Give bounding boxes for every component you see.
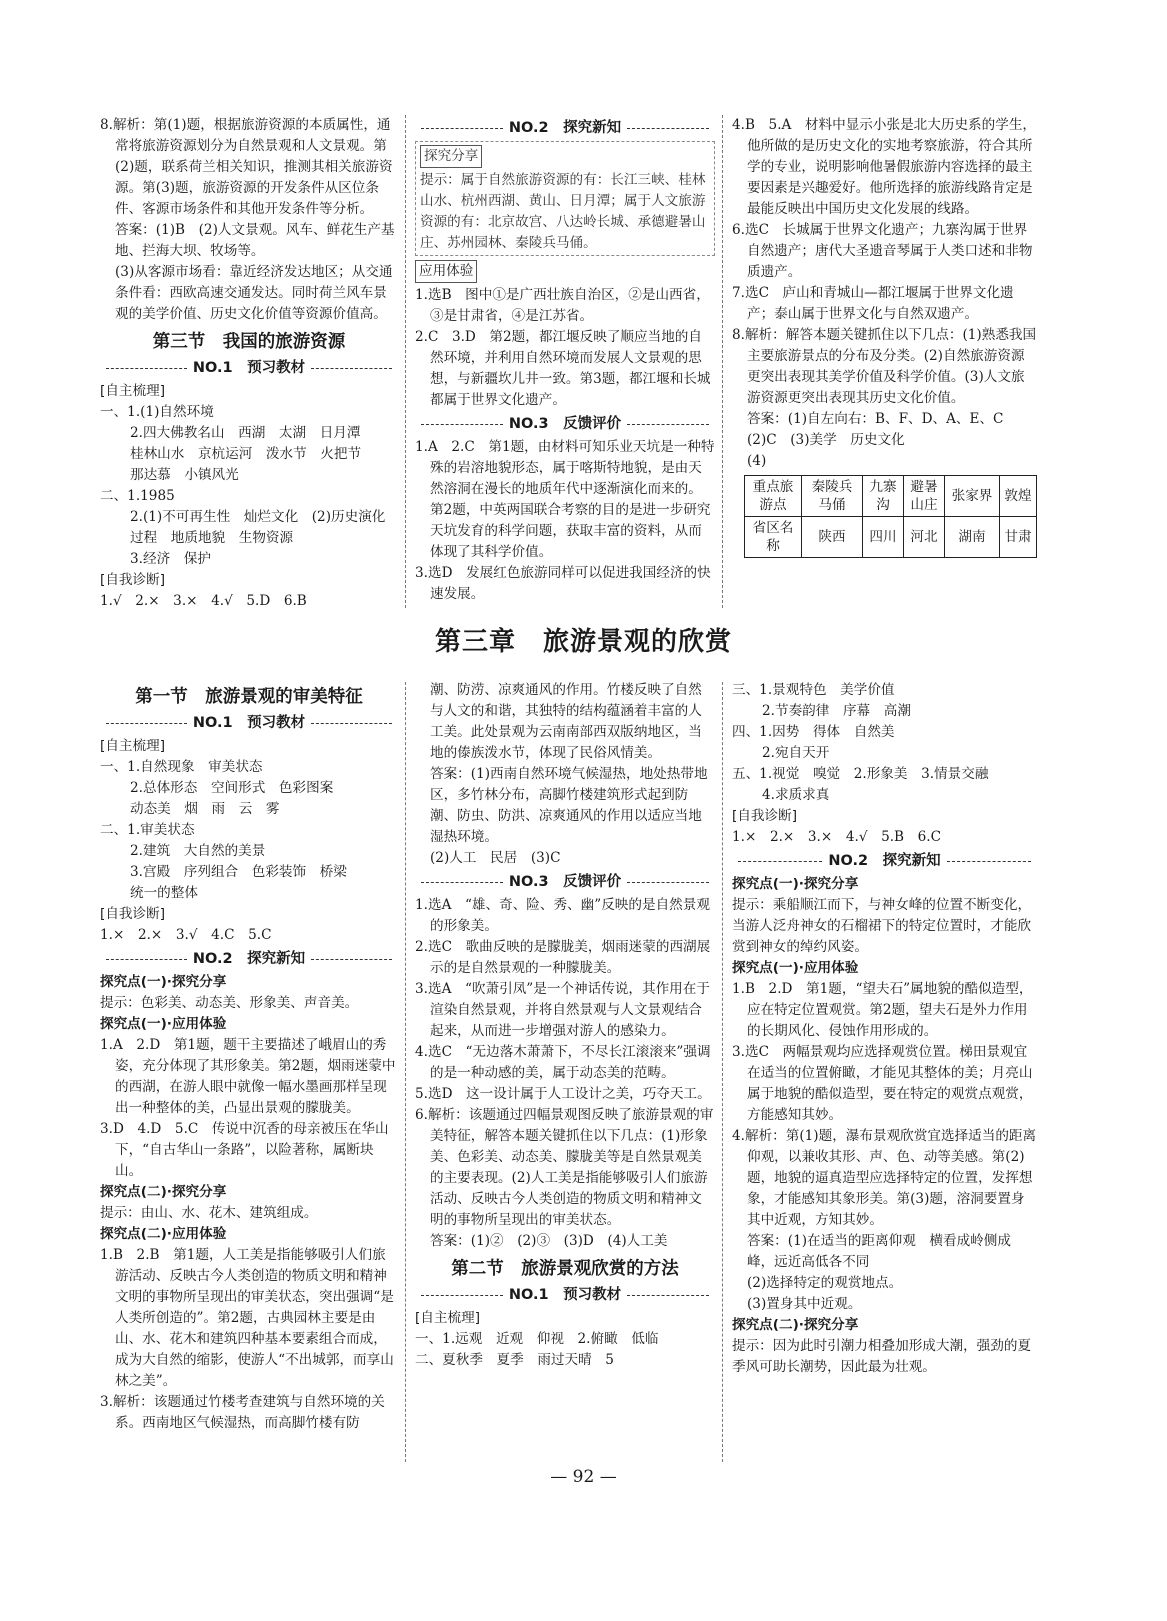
column-divider bbox=[405, 115, 406, 608]
table-cell: 甘肃 bbox=[1000, 517, 1037, 558]
explore-point-heading: 探究点(二)·探究分享 bbox=[100, 1184, 227, 1200]
answer-item: (2)人工 民居 (3)C bbox=[430, 850, 561, 866]
bottom-column-3 bbox=[732, 680, 1037, 1378]
sites-table bbox=[744, 475, 1037, 558]
answer-item: 6.解析：该题通过四幅景观图反映了旅游景观的审美特征，解答本题关键抓住以下几点：(1)形象美、色彩美、动态美、朦胧美等是自然景观美的主要表现。(2)人工美是指能够吸引人们旅游活动、反映古今人类创造的物质文明和精神文明的事物所呈现出的审美状态。 bbox=[415, 1107, 714, 1228]
answer-item: 3.选A “吹萧引凤”是一个神话传说，其作用在于渲染自然景观，并将自然景观与人文景观结合起来，从而进一步增强对游人的感染力。 bbox=[415, 981, 710, 1039]
list-item: 2.建筑 大自然的美景 bbox=[130, 843, 266, 859]
box-heading: 探究分享 bbox=[420, 145, 482, 168]
list-item: 一、1.自然现象 审美状态 bbox=[100, 759, 263, 775]
list-item: 那达慕 小镇风光 bbox=[130, 467, 239, 483]
no3-bar: NO.3 反馈评价 bbox=[415, 871, 715, 893]
list-item: 3.宫殿 序列组合 色彩装饰 桥梁 bbox=[130, 864, 347, 880]
answer-item: 答案：(1)② (2)③ (3)D (4)人工美 bbox=[430, 1233, 668, 1249]
hint-text: 提示：因为此时引潮力相叠加形成大潮，强劲的夏季风可助长潮势，因此最为壮观。 bbox=[732, 1338, 1032, 1375]
column-divider bbox=[722, 682, 723, 1462]
explore-point-heading: 探究点(二)·探究分享 bbox=[732, 1317, 859, 1333]
table-cell: 避暑山庄 bbox=[904, 476, 945, 517]
hint-text: 提示：由山、水、花木、建筑组成。 bbox=[100, 1205, 318, 1221]
explore-point-heading: 探究点(一)·探究分享 bbox=[732, 876, 859, 892]
explore-point-heading: 探究点(一)·探究分享 bbox=[100, 974, 227, 990]
answer-item: (2)选择特定的观赏地点。 bbox=[747, 1275, 903, 1291]
answer-item: 2.选C 歌曲反映的是朦胧美，烟雨迷蒙的西湖展示的是自然景观的一种朦胧美。 bbox=[415, 939, 711, 976]
answer-item: 8.解析：解答本题关键抓住以下几点：(1)熟悉我国主要旅游景点的分布及分类。(2)自然旅游资源更突出表现其美学价值及科学价值。(3)人文旅游资源更突出表现其历史文化价值。 bbox=[732, 327, 1037, 406]
answer-item: 3.解析：该题通过竹楼考查建筑与自然环境的关系。西南地区气候湿热，而高脚竹楼有防 bbox=[100, 1394, 385, 1431]
answer-item: (3)置身其中近观。 bbox=[747, 1296, 862, 1312]
self-review-tag: [ 自主梳理 ] bbox=[100, 382, 165, 401]
page-number: — 92 — bbox=[550, 1467, 617, 1487]
list-item: 1.√ 2.× 3.× 4.√ 5.D 6.B bbox=[100, 593, 307, 609]
self-review-tag: [ 自主梳理 ] bbox=[415, 1309, 480, 1328]
answer-item: 3.选C 两幅景观均应选择观赏位置。梯田景观宜在适当的位置俯瞰，才能见其整体的美；月亮山属于地貌的酷似造型，要在特定的观赏点观赏，方能感知其妙。 bbox=[732, 1044, 1033, 1123]
list-item: 二、夏秋季 夏季 雨过天晴 5 bbox=[415, 1352, 614, 1368]
no2-bar: NO.2 探究新知 bbox=[732, 850, 1037, 872]
list-item: 二、1.1985 bbox=[100, 488, 175, 504]
list-item: 2.四大佛教名山 西湖 太湖 日月潭 bbox=[130, 425, 361, 441]
self-check-tag: [ 自我诊断 ] bbox=[100, 905, 165, 924]
answer-item: 4.选C “无边落木萧萧下，不尽长江滚滚来”强调的是一种动感的美，属于动态美的范畴。 bbox=[415, 1044, 711, 1081]
answer-item: 潮、防涝、凉爽通风的作用。竹楼反映了自然与人文的和谐，其独特的结构蕴涵着丰富的人工美。此处景观为云南南部西双版纳地区，当地的傣族泼水节，体现了民俗风情美。 bbox=[430, 682, 702, 761]
section-title: 第三节 我国的旅游资源 bbox=[152, 332, 346, 352]
answer-item: 答案：(1)在适当的距离仰观 横看成岭侧成峰，远近高低各不同 bbox=[747, 1233, 1011, 1270]
q8-analysis: 8.解析：第(1)题，根据旅游资源的本质属性，通常将旅游资源划分为自然景观和人文景观。第(2)题，联系荷兰相关知识，推测其相关旅游资源。第(3)题，旅游资源的开发条件从区位条件、客源市场条件和其他开发条件等分析。 bbox=[100, 117, 393, 217]
table-cell: 陕西 bbox=[802, 517, 863, 558]
list-item: 桂林山水 京杭运河 泼水节 火把节 bbox=[130, 446, 362, 462]
answer-item: 4.B 5.A 材料中显示小张是北大历史系的学生，他所做的是历史文化的实地考察旅游，符合其所学的专业，说明影响他暑假旅游内容选择的最主要因素是兴趣爱好。他所选择的旅游线路肯定是最能反映出中国历史文化发展的线路。 bbox=[732, 117, 1037, 217]
answer-item: 7.选C 庐山和青城山—都江堰属于世界文化遗产；泰山属于世界文化与自然双遗产。 bbox=[732, 285, 1014, 322]
chapter-title: 第三章 旅游景观的欣赏 bbox=[434, 627, 732, 657]
table-cell: 四川 bbox=[863, 517, 904, 558]
top-column-3 bbox=[732, 115, 1037, 558]
column-divider bbox=[722, 115, 723, 608]
list-item: 1.× 2.× 3.√ 4.C 5.C bbox=[100, 927, 272, 943]
explore-point-heading: 探究点(二)·应用体验 bbox=[100, 1226, 227, 1242]
list-item: 二、1.审美状态 bbox=[100, 822, 195, 838]
table-cell: 九寨沟 bbox=[863, 476, 904, 517]
explore-point-heading: 探究点(一)·应用体验 bbox=[100, 1016, 227, 1032]
no1-bar: NO.1 预习教材 bbox=[100, 712, 398, 734]
list-item: 2.总体形态 空间形式 色彩图案 bbox=[130, 780, 334, 796]
answer-item: 2.C 3.D 第2题，都江堰反映了顺应当地的自然环境，并利用自然环境而发展人文景观的思想，与新疆坎儿井一致。第3题，都江堰和长城都属于世界文化遗产。 bbox=[415, 329, 711, 408]
no2-bar: NO.2 探究新知 bbox=[100, 948, 398, 970]
answer-item: (2)C (3)美学 历史文化 bbox=[747, 432, 905, 448]
hint-text: 提示：色彩美、动态美、形象美、声音美。 bbox=[100, 995, 359, 1011]
list-item: 一、1.远观 近观 仰视 2.俯瞰 低临 bbox=[415, 1331, 659, 1347]
bottom-column-1 bbox=[100, 680, 398, 1434]
answer-item: 1.选A “雄、奇、险、秀、幽”反映的是自然景观的形象美。 bbox=[415, 897, 710, 934]
self-check-tag: [ 自我诊断 ] bbox=[100, 571, 165, 590]
answer-item: 1.A 2.C 第1题，由材料可知乐业天坑是一种特殊的岩溶地貌形态，属于喀斯特地貌，是由天然溶洞在漫长的地质年代中逐渐演化而来的。第2题，中英两国联合考察的目的是进一步研究天坑发育的科学问题，获取丰富的资料，从而体现了其科学价值。 bbox=[415, 439, 715, 560]
table-row bbox=[745, 517, 1037, 558]
list-item: 3.经济 保护 bbox=[130, 551, 211, 567]
answer-item: 4.解析：第(1)题，瀑布景观欣赏宜选择适当的距离仰观，以兼收其形、声、色、动等美感。第(2)题，地貌的逼真造型应选择特定的位置，发挥想象，才能感知其象形美。第(3)题，溶洞要置身其中近观，方知其妙。 bbox=[732, 1128, 1037, 1228]
no2-bar: NO.2 探究新知 bbox=[415, 117, 715, 139]
answer-item: 6.选C 长城属于世界文化遗产；九寨沟属于世界自然遗产；唐代大圣遗音琴属于人类口述和非物质遗产。 bbox=[732, 222, 1033, 280]
list-item: 2.宛自天开 bbox=[762, 745, 830, 761]
list-item: 一、1.(1)自然环境 bbox=[100, 404, 214, 420]
answer-item: (4) bbox=[747, 453, 767, 469]
box-heading: 应用体验 bbox=[415, 260, 477, 283]
top-column-2 bbox=[415, 115, 715, 605]
table-cell: 河北 bbox=[904, 517, 945, 558]
answer-item: 1.A 2.D 第1题，题干主要描述了峨眉山的秀姿，充分体现了其形象美。第2题，烟雨迷蒙中的西湖，在游人眼中就像一幅水墨画那样呈现出一种整体的美，凸显出景观的朦胧美。 bbox=[100, 1037, 396, 1116]
hint-text: 提示：乘船顺江而下，与神女峰的位置不断变化，当游人泛舟神女的石榴裙下的特定位置时，才能欣赏到神女的绰约风姿。 bbox=[732, 897, 1032, 955]
section-title: 第二节 旅游景观欣赏的方法 bbox=[451, 1259, 679, 1279]
list-item: 五、1.视觉 嗅觉 2.形象美 3.情景交融 bbox=[732, 766, 989, 782]
table-cell: 秦陵兵马俑 bbox=[802, 476, 863, 517]
self-check-tag: [ 自我诊断 ] bbox=[732, 807, 797, 826]
explore-share-box bbox=[415, 141, 715, 256]
answer-item: 1.B 2.D 第1题，“望夫石”属地貌的酷似造型，应在特定位置观赏。第2题，望夫石是外力作用的长期风化、侵蚀作用形成的。 bbox=[732, 981, 1033, 1039]
q8-answer-cont: (3)从客源市场看：靠近经济发达地区；从交通条件看：西欧高速交通发达。同时荷兰风车景观的美学价值、历史文化价值等资源价值高。 bbox=[115, 264, 393, 322]
no1-bar: NO.1 预习教材 bbox=[100, 357, 398, 379]
no1-bar: NO.1 预习教材 bbox=[415, 1284, 715, 1306]
list-item: 动态美 烟 雨 云 雾 bbox=[130, 801, 280, 817]
top-column-1 bbox=[100, 115, 398, 612]
answer-item: 3.D 4.D 5.C 传说中沉香的母亲被压在华山下，“自古华山一条路”，以险著称，属断块山。 bbox=[100, 1121, 389, 1179]
explore-point-heading: 探究点(一)·应用体验 bbox=[732, 960, 859, 976]
table-cell: 湖南 bbox=[945, 517, 1000, 558]
answer-item: 3.选D 发展红色旅游同样可以促进我国经济的快速发展。 bbox=[415, 565, 711, 602]
answer-item: 答案：(1)自左向右：B、F、D、A、E、C bbox=[747, 411, 1004, 427]
table-cell: 重点旅游点 bbox=[745, 476, 802, 517]
answer-item: 答案：(1)西南自然环境气候湿热，地处热带地区，多竹林分布，高脚竹楼建筑形式起到防潮、防虫、防洪、凉爽通风的作用以适应当地湿热环境。 bbox=[430, 766, 708, 845]
answer-item: 1.B 2.B 第1题，人工美是指能够吸引人们旅游活动、反映古今人类创造的物质文明和精神文明的事物所呈现出的审美状态，突出强调“是人类所创造的”。第2题，古典园林主要是由山、水、花木和建筑四种基本要素组合而成，成为大自然的缩影，使游人“不出城郭，而享山林之美”。 bbox=[100, 1247, 394, 1389]
answer-item: 1.选B 图中①是广西壮族自治区，②是山西省，③是甘肃省，④是江苏省。 bbox=[415, 287, 710, 324]
bottom-column-2 bbox=[415, 680, 715, 1371]
answer-item: 5.选D 这一设计属于人工设计之美，巧夺天工。 bbox=[415, 1086, 711, 1102]
q8-answer: 答案：(1)B (2)人文景观。风车、鲜花生产基地、拦海大坝、牧场等。 bbox=[115, 222, 395, 259]
list-item: 四、1.因势 得体 自然美 bbox=[732, 724, 895, 740]
list-item: 三、1.景观特色 美学价值 bbox=[732, 682, 895, 698]
table-row bbox=[745, 476, 1037, 517]
table-cell: 张家界 bbox=[945, 476, 1000, 517]
list-item: 4.求质求真 bbox=[762, 787, 830, 803]
list-item: 2.(1)不可再生性 灿烂文化 (2)历史演化过程 地质地貌 生物资源 bbox=[130, 509, 386, 546]
list-item: 1.× 2.× 3.× 4.√ 5.B 6.C bbox=[732, 829, 942, 845]
list-item: 统一的整体 bbox=[130, 885, 198, 901]
list-item: 2.节奏韵律 序幕 高潮 bbox=[762, 703, 911, 719]
no3-bar: NO.3 反馈评价 bbox=[415, 413, 715, 435]
table-cell: 省区名称 bbox=[745, 517, 802, 558]
column-divider bbox=[405, 682, 406, 1462]
table-cell: 敦煌 bbox=[1000, 476, 1037, 517]
section-title: 第一节 旅游景观的审美特征 bbox=[135, 687, 363, 707]
box-text: 提示：属于自然旅游资源的有：长江三峡、桂林山水、杭州西湖、黄山、日月潭；属于人文旅游资源的有：北京故宫、八达岭长城、承德避暑山庄、苏州园林、秦陵兵马俑。 bbox=[420, 172, 706, 251]
self-review-tag: [ 自主梳理 ] bbox=[100, 737, 165, 756]
